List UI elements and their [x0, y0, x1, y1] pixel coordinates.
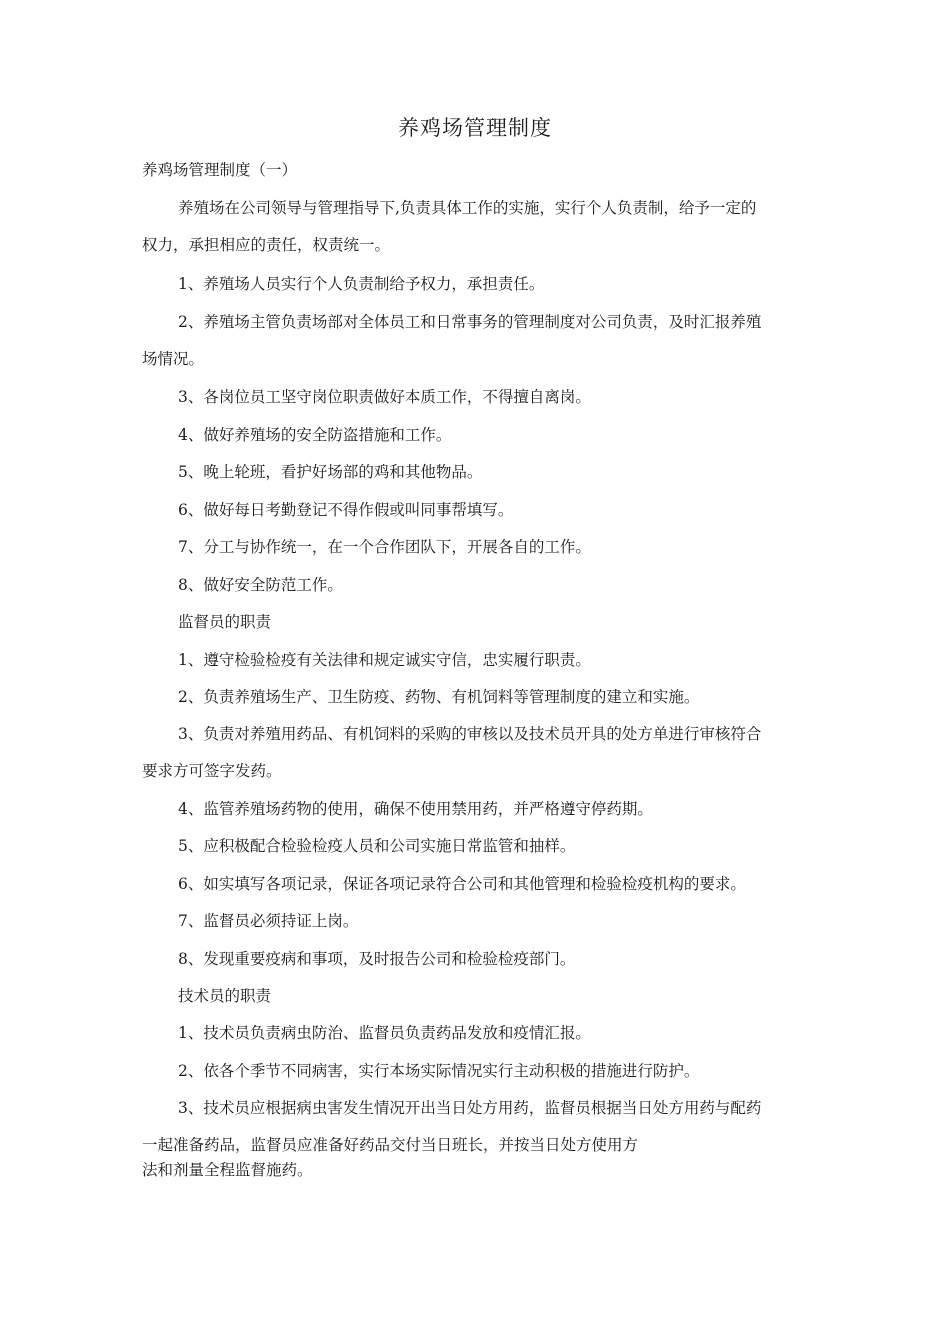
supervisor-item-3-line-2: 要求方可签字发药。	[142, 762, 282, 780]
supervisor-item-7: 7、监督员必须持证上岗。	[178, 912, 359, 930]
supervisor-item-6: 6、如实填写各项记录，保证各项记录符合公司和其他管理和检验检疫机构的要求。	[178, 875, 746, 893]
intro-line-1: 养殖场在公司领导与管理指导下,负责具体工作的实施，实行个人负责制，给予一定的	[178, 199, 757, 217]
general-item-5: 5、晚上轮班，看护好场部的鸡和其他物品。	[178, 463, 483, 481]
supervisor-heading: 监督员的职责	[178, 613, 272, 631]
technician-item-3-line-2: 一起准备药品，监督员应准备好药品交付当日班长，并按当日处方使用方	[142, 1136, 639, 1154]
technician-item-1: 1、技术员负责病虫防治、监督员负责药品发放和疫情汇报。	[178, 1024, 591, 1042]
supervisor-item-8: 8、发现重要疫病和事项，及时报告公司和检验检疫部门。	[178, 950, 576, 968]
general-item-1: 1、养殖场人员实行个人负责制给予权力，承担责任。	[178, 275, 545, 293]
supervisor-item-4: 4、监管养殖场药物的使用，确保不使用禁用药，并严格遵守停药期。	[178, 800, 653, 818]
intro-line-2: 权力，承担相应的责任，权责统一。	[142, 236, 391, 254]
technician-item-3-line-1: 3、技术员应根据病虫害发生情况开出当日处方用药，监督员根据当日处方用药与配药	[178, 1099, 762, 1117]
technician-item-2: 2、依各个季节不同病害，实行本场实际情况实行主动积极的措施进行防护。	[178, 1062, 700, 1080]
general-item-7: 7、分工与协作统一，在一个合作团队下，开展各自的工作。	[178, 538, 591, 556]
supervisor-item-2: 2、负责养殖场生产、卫生防疫、药物、有机饲料等管理制度的建立和实施。	[178, 688, 700, 706]
supervisor-item-1: 1、遵守检验检疫有关法律和规定诚实守信，忠实履行职责。	[178, 651, 591, 669]
document-subtitle: 养鸡场管理制度（一）	[142, 161, 298, 179]
general-item-2-line-1: 2、养殖场主管负责场部对全体员工和日常事务的管理制度对公司负责，及时汇报养殖	[178, 313, 762, 331]
technician-item-3-line-3: 法和剂量全程监督施药。	[142, 1161, 313, 1179]
technician-heading: 技术员的职责	[178, 987, 272, 1005]
general-item-3: 3、各岗位员工坚守岗位职责做好本质工作，不得擅自离岗。	[178, 388, 591, 406]
supervisor-item-5: 5、应积极配合检验检疫人员和公司实施日常监管和抽样。	[178, 837, 576, 855]
general-item-2-line-2: 场情况。	[142, 350, 205, 368]
general-item-4: 4、做好养殖场的安全防盗措施和工作。	[178, 426, 452, 444]
general-item-8: 8、做好安全防范工作。	[178, 576, 343, 594]
general-item-6: 6、做好每日考勤登记不得作假或叫同事帮填写。	[178, 501, 514, 519]
supervisor-item-3-line-1: 3、负责对养殖用药品、有机饲料的采购的审核以及技术员开具的处方单进行审核符合	[178, 725, 762, 743]
document-title: 养鸡场管理制度	[398, 116, 552, 140]
